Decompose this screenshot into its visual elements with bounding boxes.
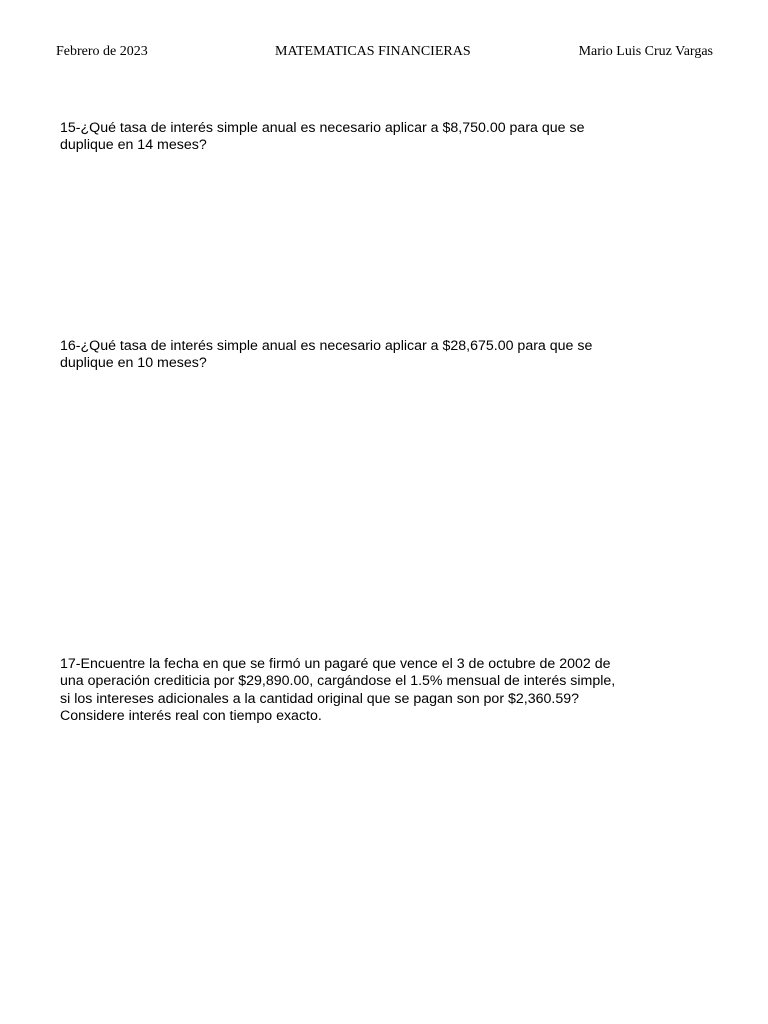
header-course-title: MATEMATICAS FINANCIERAS	[275, 44, 471, 59]
problem-line: 15-¿Qué tasa de interés simple anual es necesario aplicar a $8,750.00 para que se	[60, 120, 585, 136]
problem-line: Considere interés real con tiempo exacto.	[60, 708, 322, 725]
problem-15	[60, 120, 700, 155]
problem-line: duplique en 10 meses?	[60, 355, 207, 372]
problem-17	[60, 656, 700, 726]
problem-line: 16-¿Qué tasa de interés simple anual es necesario aplicar a $28,675.00 para que se	[60, 338, 593, 354]
header-author: Mario Luis Cruz Vargas	[578, 44, 713, 59]
problem-line: si los intereses adicionales a la cantidad original que se pagan son por $2,360.59?	[60, 690, 579, 707]
problem-line: una operación crediticia por $29,890.00, cargándose el 1.5% mensual de interés simple,	[60, 673, 616, 690]
problem-16	[60, 338, 700, 373]
problem-line: duplique en 14 meses?	[60, 137, 207, 154]
header-date: Febrero de 2023	[56, 44, 148, 59]
problem-line: 17-Encuentre la fecha en que se firmó un pagaré que vence el 3 de octubre de 2002 de	[60, 656, 611, 672]
